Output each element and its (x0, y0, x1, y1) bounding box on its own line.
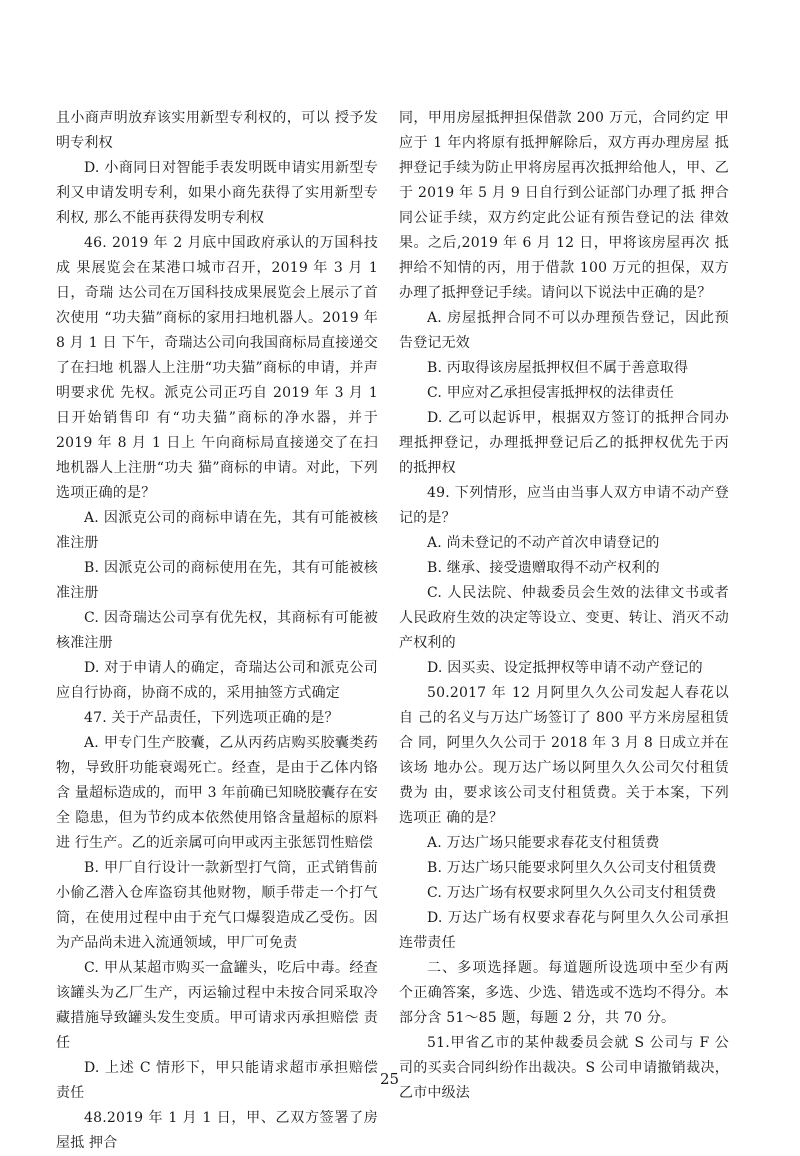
left-column (56, 106, 378, 1156)
option: C. 万达广场有权要求阿里久久公司支付租赁费 (427, 885, 717, 901)
question-51: 51.甲省乙市的某仲裁委员会就 S 公司与 F 公 司的买卖合同纠纷作出裁决。S 公司申请撤销裁决，乙市中级法 (399, 1035, 729, 1101)
option: D. 乙可以起诉甲，根据双方签订的抵押合同办 理抵押登记，办理抵押登记后乙的抵押权优先于丙 的抵押权 (399, 410, 729, 476)
option: B. 甲厂自行设计一款新型打气筒，正式销售前 小偷乙潜入仓库盗窃其他财物，顺手带走一个打气 筒，在使用过程中由于充气口爆裂造成乙受伤。因 为产品尚未进入流通领域，甲厂可免责 (56, 860, 378, 951)
question-49: 49. 下列情形，应当由当事人双方申请不动产登 记的是？ (399, 485, 729, 526)
option: C. 甲从某超市购买一盒罐头，吃后中毒。经查 该罐头为乙厂生产，丙运输过程中未按合同采取冷 藏措施导致罐头发生变质。甲可请求丙承担赔偿 责任 (56, 960, 378, 1051)
question-47: 47. 关于产品责任，下列选项正确的是？ (84, 710, 339, 726)
option: A. 万达广场只能要求春花支付租赁费 (427, 835, 660, 851)
option: C. 甲应对乙承担侵害抵押权的法律责任 (427, 385, 674, 401)
option: B. 万达广场只能要求阿里久久公司支付租赁费 (427, 860, 717, 876)
question-46: 46. 2019 年 2 月底中国政府承认的万国科技成 果展览会在某港口城市召开，2019 年 3 月 1 日，奇瑞 达公司在万国科技成果展览会上展示了首次使用 “功夫猫”商标的家用扫地机器人。2019 年 8 月 1 日 下午，奇瑞达公司向我国商标局直接递交了在扫地 机器人上注册“功夫猫”商标的申请，并声明要求优 先权。派克公司正巧自 2019 年 3 月 1 日开始销售印 有“功夫猫”商标的净水器，并于 2019 年 8 月 1 日上 午向商标局直接递交了在扫地机器人上注册“功夫 猫”商标的申请。对此，下列选项正确的是？ (56, 235, 378, 501)
option: D. 上述 C 情形下，甲只能请求超市承担赔偿 责任 (56, 1060, 378, 1101)
option: C. 因奇瑞达公司享有优先权，其商标有可能被 核准注册 (56, 610, 378, 651)
paragraph: 且小商声明放弃该实用新型专利权的，可以 授予发明专利权 (56, 110, 378, 151)
option: A. 因派克公司的商标申请在先，其有可能被核 准注册 (56, 510, 378, 551)
option: A. 甲专门生产胶囊，乙从丙药店购买胶囊类药 物，导致肝功能衰竭死亡。经查，是由于乙体内铬含 量超标造成的，而甲 3 年前确已知晓胶囊存在安全 隐患，但为节约成本依然使用铬含量超标的原料进 行生产。乙的近亲属可向甲或丙主张惩罚性赔偿 (56, 735, 378, 851)
option: C. 人民法院、仲裁委员会生效的法律文书或者 人民政府生效的决定等设立、变更、转让、消灭不动 产权利的 (399, 585, 729, 651)
section-heading: 二、多项选择题。每道题所设选项中至少有两 个正确答案，多选、少选、错选或不选均不得分。本 部分含 51～85 题，每题 2 分，共 70 分。 (399, 960, 729, 1026)
paragraph: 同，甲用房屋抵押担保借款 200 万元，合同约定 甲应于 1 年内将原有抵押解除后，双方再办理房屋 抵押登记手续为防止甲将房屋再次抵押给他人，甲、乙于 2019 年 5 月 9 日自行到公证部门办理了抵 押合同公证手续，双方约定此公证有预告登记的法 律效果。之后,2019 年 6 月 12 日，甲将该房屋再次 抵押给不知情的丙，用于借款 100 万元的担保，双方 办理了抵押登记手续。请问以下说法中正确的是？ (399, 110, 729, 301)
option: A. 房屋抵押合同不可以办理预告登记，因此预 告登记无效 (399, 310, 729, 351)
right-column (399, 106, 729, 1106)
question-48: 48.2019 年 1 月 1 日，甲、乙双方签署了房屋抵 押合 (56, 1110, 378, 1151)
option: B. 丙取得该房屋抵押权但不属于善意取得 (427, 360, 689, 376)
option: A. 尚未登记的不动产首次申请登记的 (427, 535, 660, 551)
option: D. 对于申请人的确定，奇瑞达公司和派克公司 应自行协商，协商不成的，采用抽签方式确定 (56, 660, 378, 701)
page-number: 25 (380, 1070, 400, 1088)
option: D. 因买卖、设定抵押权等申请不动产登记的 (427, 660, 703, 676)
option: B. 因派克公司的商标使用在先，其有可能被核 准注册 (56, 560, 378, 601)
question-50: 50.2017 年 12 月阿里久久公司发起人春花以自 己的名义与万达广场签订了 800 平方米房屋租赁合 同，阿里久久公司于 2018 年 3 月 8 日成立并在该场 地办公。现万达广场以阿里久久公司欠付租赁费为 由，要求该公司支付租赁费。关于本案，下列选项正 确的是？ (399, 685, 729, 826)
option: D. 万达广场有权要求春花与阿里久久公司承担 连带责任 (399, 910, 729, 951)
paragraph: D. 小商同日对智能手表发明既申请实用新型专 利又申请发明专利，如果小商先获得了实用新型专 利权, 那么不能再获得发明专利权 (56, 160, 378, 226)
option: B. 继承、接受遗赠取得不动产权利的 (427, 560, 660, 576)
